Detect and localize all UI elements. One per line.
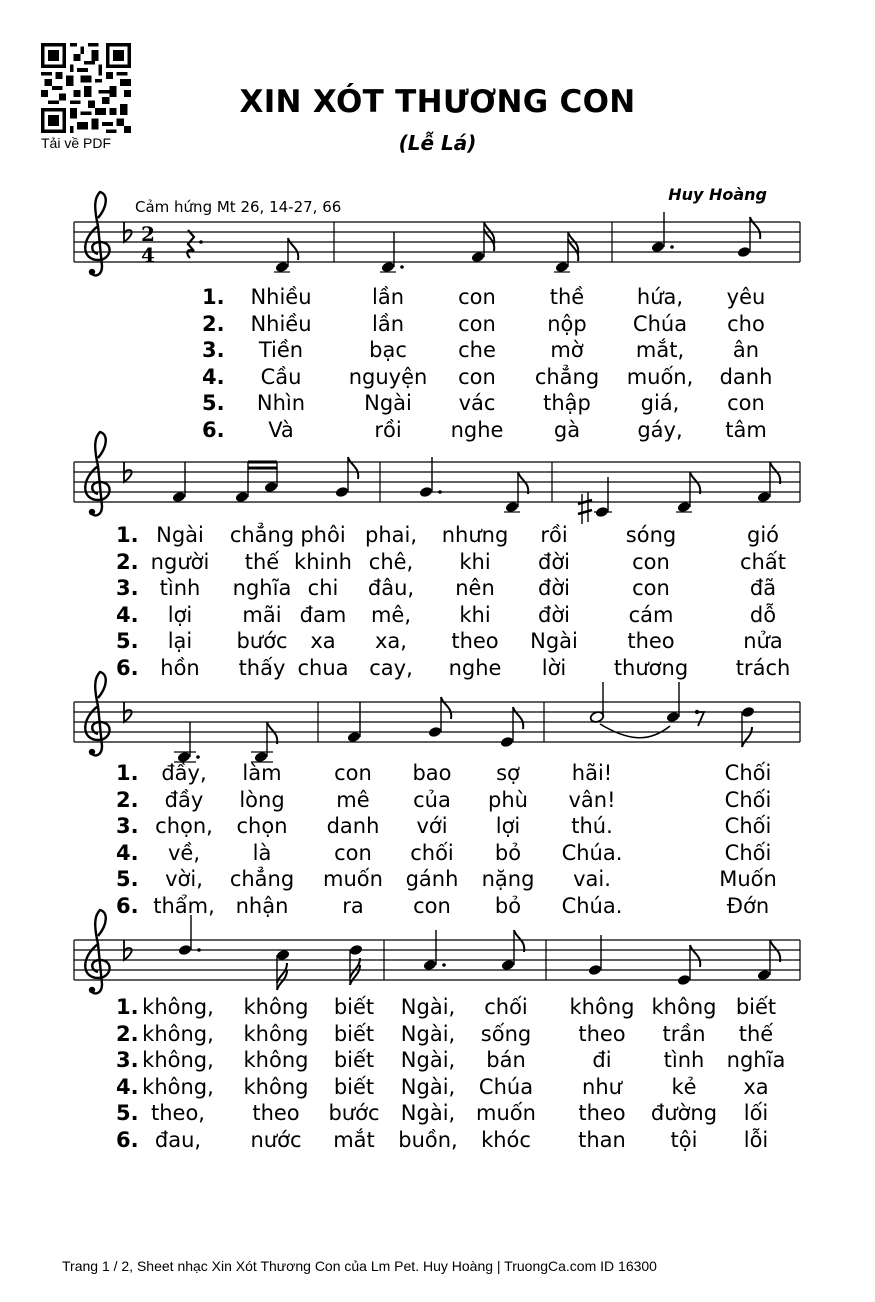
lyric-word: đã [749,576,777,601]
lyric-line [0,894,875,921]
verse-number: 6. [116,1128,139,1152]
lyric-word: theo [578,1021,626,1046]
lyric-word: con [458,311,496,336]
lyric-word: đi [592,1048,612,1073]
lyric-line [0,312,875,339]
lyric-word: vời, [165,867,203,892]
lyric-word: người [150,549,210,574]
verse-number: 2. [116,1021,139,1046]
lyric-word: chua [297,656,349,680]
lyric-word: theo [627,629,675,654]
lyric-word: Chúa. [561,894,623,918]
lyric-word: mờ [550,338,584,363]
lyric-word: than [578,1128,626,1152]
song-title: XIN XÓT THƯƠNG CON [239,84,636,120]
lyric-word: vai. [573,867,611,892]
lyric-word: lần [371,285,405,309]
lyric-line [0,841,875,868]
lyric-line [0,338,875,365]
lyric-word: lòng [239,787,285,812]
lyric-word: chối [484,995,528,1019]
lyric-word: thẩm, [153,894,215,918]
lyric-word: theo, [151,1101,205,1126]
verse-number: 5. [202,391,225,416]
lyric-word: ra [342,894,364,918]
lyric-word: nghĩa [726,1048,786,1073]
lyric-word: rồi [540,523,568,547]
staff-system-1 [74,222,800,262]
lyric-word: xa [310,629,336,654]
verse-number: 3. [202,338,225,363]
lyric-line [0,603,875,630]
lyric-word: Chối [724,787,772,812]
lyric-word: khi [459,602,491,627]
lyric-word: con [413,894,451,918]
lyric-word: không, [142,1074,214,1099]
lyric-word: bạc [369,338,407,363]
lyric-word: nửa [743,629,783,654]
lyric-line [0,814,875,841]
lyric-word: đời [537,549,571,574]
lyric-word: nghe [450,418,504,442]
lyric-word: lợi [167,602,193,627]
notes-system-2 [172,457,781,524]
download-pdf-link[interactable]: Tải về PDF [41,135,112,151]
time-sig-bottom: 4 [141,243,155,267]
lyric-word: biết [333,1048,375,1073]
lyric-word: nghĩa [232,576,292,601]
lyric-word: ân [732,338,760,363]
lyric-word: chê, [368,549,414,574]
lyric-line [0,1075,875,1102]
verse-number: 4. [116,1074,139,1099]
staff-system-3 [74,702,800,742]
lyric-word: Ngài, [400,995,456,1019]
lyric-word: Nhìn [256,391,306,416]
lyric-word: Ngài, [400,1021,456,1046]
lyric-line [0,995,875,1022]
lyric-word: xa [743,1074,769,1099]
lyric-word: mắt [333,1128,375,1152]
lyric-word: lối [743,1101,769,1126]
lyric-word: không [243,995,309,1019]
lyric-word: Ngài [364,391,412,416]
lyric-word: gánh [405,867,459,892]
lyric-word: đời [537,602,571,627]
lyric-word: Đớn [726,894,770,918]
lyric-word: nhận [235,894,289,918]
lyric-word: là [252,840,272,865]
lyric-line [0,656,875,683]
lyric-word: cám [628,602,674,627]
lyric-word: vác [458,391,496,416]
verse-number: 1. [116,523,139,547]
verse-number: 1. [116,995,139,1019]
lyric-word: không [243,1021,309,1046]
lyric-word: không, [142,1048,214,1073]
verse-number: 5. [116,629,139,654]
lyric-word: thề [549,285,585,309]
lyric-line [0,867,875,894]
lyric-word: kẻ [671,1074,697,1099]
lyric-word: đâu, [367,576,415,601]
lyric-word: con [334,761,372,785]
lyric-word: thú. [571,814,613,839]
lyric-word: con [334,840,372,865]
lyric-word: khinh [294,549,352,574]
lyric-line [0,1048,875,1075]
lyric-word: che [458,338,496,363]
notes-system-4 [178,915,781,990]
page-footer: Trang 1 / 2, Sheet nhạc Xin Xót Thương Con của Lm Pet. Huy Hoàng | TruongCa.com ID 16300 [62,1258,657,1274]
lyric-word: chẳng [229,523,295,547]
lyric-line [0,285,875,312]
lyric-word: Ngài, [400,1074,456,1099]
lyric-word: cay, [369,656,413,680]
lyric-word: yêu [726,285,766,309]
lyric-word: không, [142,995,214,1019]
lyric-word: biết [333,995,375,1019]
lyric-word: tâm [725,418,767,442]
lyric-line [0,391,875,418]
treble-clef-icon [85,672,109,755]
verse-number: 6. [116,894,139,918]
lyric-word: sợ [496,761,520,785]
lyric-word: hứa, [636,285,684,309]
lyric-word: chọn [236,814,288,839]
lyric-word: không [243,1074,309,1099]
lyric-word: thập [543,391,591,416]
lyric-word: Chúa [632,311,688,336]
lyric-line [0,1101,875,1128]
song-subtitle: (Lễ Lá) [398,131,477,155]
verse-number: 6. [116,656,139,680]
verse-number: 3. [116,576,139,601]
lyric-word: phôi [300,523,346,547]
lyric-word: nên [455,576,495,601]
lyric-line [0,761,875,788]
lyric-word: bước [328,1101,380,1126]
lyric-word: biết [333,1074,375,1099]
lyric-word: theo [578,1101,626,1126]
lyric-word: thế [738,1021,774,1046]
verse-number: 6. [202,418,225,442]
lyric-word: làm [242,761,282,785]
lyric-word: chẳng [534,364,600,389]
verse-number: 4. [202,364,225,389]
lyric-word: chọn, [155,814,213,839]
lyric-word: hãi! [571,761,613,785]
lyric-line [0,629,875,656]
lyric-word: nhưng [441,523,509,547]
lyric-word: rồi [374,418,402,442]
verse-number: 1. [202,285,225,309]
lyric-word: mê [336,787,370,812]
lyric-word: lời [541,656,567,680]
verse-number: 5. [116,1101,139,1126]
lyric-word: biết [735,995,777,1019]
lyric-word: Chối [724,761,772,785]
sharp-icon [578,492,592,524]
lyric-word: nộp [547,311,587,336]
lyric-word: không [569,995,635,1019]
lyric-word: con [458,364,496,389]
lyric-line [0,550,875,577]
lyric-word: vân! [568,787,616,812]
lyric-word: Ngài, [400,1101,456,1126]
lyric-word: đau, [154,1128,202,1152]
lyric-word: nguyện [348,364,428,389]
lyric-word: hồn [160,656,200,680]
lyric-word: danh [719,364,773,389]
lyric-word: trách [735,656,791,680]
lyric-word: gáy, [637,418,683,442]
lyric-word: lỗi [743,1128,769,1152]
lyric-word: phai, [364,523,418,547]
lyric-word: đường [650,1101,718,1126]
lyric-line [0,1128,875,1155]
lyric-word: Cầu [260,364,302,389]
lyric-word: Ngài [156,523,204,547]
lyric-word: mãi [242,602,282,627]
lyric-word: bao [412,761,452,785]
lyric-word: lại [167,629,193,654]
lyric-word: Ngài, [400,1048,456,1073]
lyric-line [0,365,875,392]
lyric-word: Chối [724,814,772,839]
verse-number: 2. [202,311,225,336]
lyric-word: biết [333,1021,375,1046]
lyric-word: con [727,391,765,416]
lyric-word: muốn [323,867,383,892]
lyric-line [0,576,875,603]
lyric-word: khóc [481,1128,531,1152]
lyric-word: đời [537,576,571,601]
verse-number: 3. [116,814,139,839]
verse-number: 5. [116,867,139,892]
lyric-word: con [632,576,670,601]
lyric-word: Tiền [258,338,304,363]
lyric-word: tội [670,1128,698,1152]
time-sig-top: 2 [141,222,155,246]
lyric-word: Nhiều [250,311,312,336]
lyric-word: theo [451,629,499,654]
lyric-line [0,418,875,445]
lyric-word: nặng [481,867,535,892]
lyric-word: như [582,1074,622,1099]
lyric-word: Chúa. [561,840,623,865]
lyric-word: sống [480,1021,532,1046]
lyric-word: bỏ [494,840,522,865]
lyric-word: con [458,285,496,309]
lyric-line [0,523,875,550]
lyric-word: xa, [375,629,407,654]
lyric-word: bán [486,1048,526,1073]
lyric-word: mắt, [635,338,685,363]
lyric-word: sóng [625,523,677,547]
lyric-word: bước [236,629,288,654]
verse-number: 2. [116,549,139,574]
lyric-word: trần [662,1021,706,1046]
lyric-word: thấy [238,656,286,680]
lyric-word: chối [410,840,454,865]
lyric-word: thương [613,656,689,680]
lyric-line [0,788,875,815]
notes-system-3 [174,682,755,763]
lyric-word: con [632,549,670,574]
lyric-word: gió [746,523,780,547]
notes-system-1 [274,212,760,273]
lyric-word: dỗ [749,602,777,627]
lyric-word: chi [307,576,339,601]
rest-icon [187,230,194,258]
treble-clef-icon [85,192,109,275]
lyric-word: không [243,1048,309,1073]
verse-number: 4. [116,840,139,865]
lyric-word: cho [727,311,765,336]
lyric-word: muốn, [626,364,694,389]
lyric-word: đầy [164,787,204,812]
lyric-word: lần [371,311,405,336]
lyric-word: gà [553,418,581,442]
inspiration-note: Cảm hứng Mt 26, 14-27, 66 [135,198,342,216]
lyric-word: mê, [370,602,412,627]
lyric-word: chất [740,549,786,574]
lyric-word: Ngài [530,629,578,654]
lyric-word: khi [459,549,491,574]
lyric-word: về, [167,840,201,865]
verse-number: 1. [116,761,139,785]
lyric-word: giá, [640,391,680,416]
lyric-word: theo [252,1101,300,1126]
tie-icon [600,724,670,738]
lyric-word: Chối [724,840,772,865]
verse-number: 2. [116,787,139,812]
lyric-word: Muốn [719,867,777,892]
lyric-word: Chúa [478,1074,534,1099]
lyric-word: danh [326,814,380,839]
lyric-word: không [651,995,717,1019]
lyric-word: với [416,814,448,839]
lyric-word: nghe [448,656,502,680]
lyric-word: bỏ [494,894,522,918]
song-author: Huy Hoàng [668,185,767,204]
lyric-word: lợi [495,814,521,839]
lyric-line [0,1022,875,1049]
lyric-word: Và [268,418,294,442]
lyric-word: của [413,787,451,812]
verse-number: 4. [116,602,139,627]
lyric-word: đầy, [161,761,207,785]
lyric-word: phù [488,787,528,812]
lyric-word: nước [250,1128,302,1152]
lyric-word: Nhiều [250,285,312,309]
lyric-word: chẳng [229,867,295,892]
lyric-word: tình [159,576,201,601]
lyric-word: thế [244,549,280,574]
lyric-word: muốn [476,1101,536,1126]
treble-clef-icon [85,910,109,993]
verse-number: 3. [116,1048,139,1073]
lyric-word: tình [663,1048,705,1073]
lyric-word: đam [299,602,347,627]
lyric-word: không, [142,1021,214,1046]
lyric-word: buồn, [398,1128,458,1152]
